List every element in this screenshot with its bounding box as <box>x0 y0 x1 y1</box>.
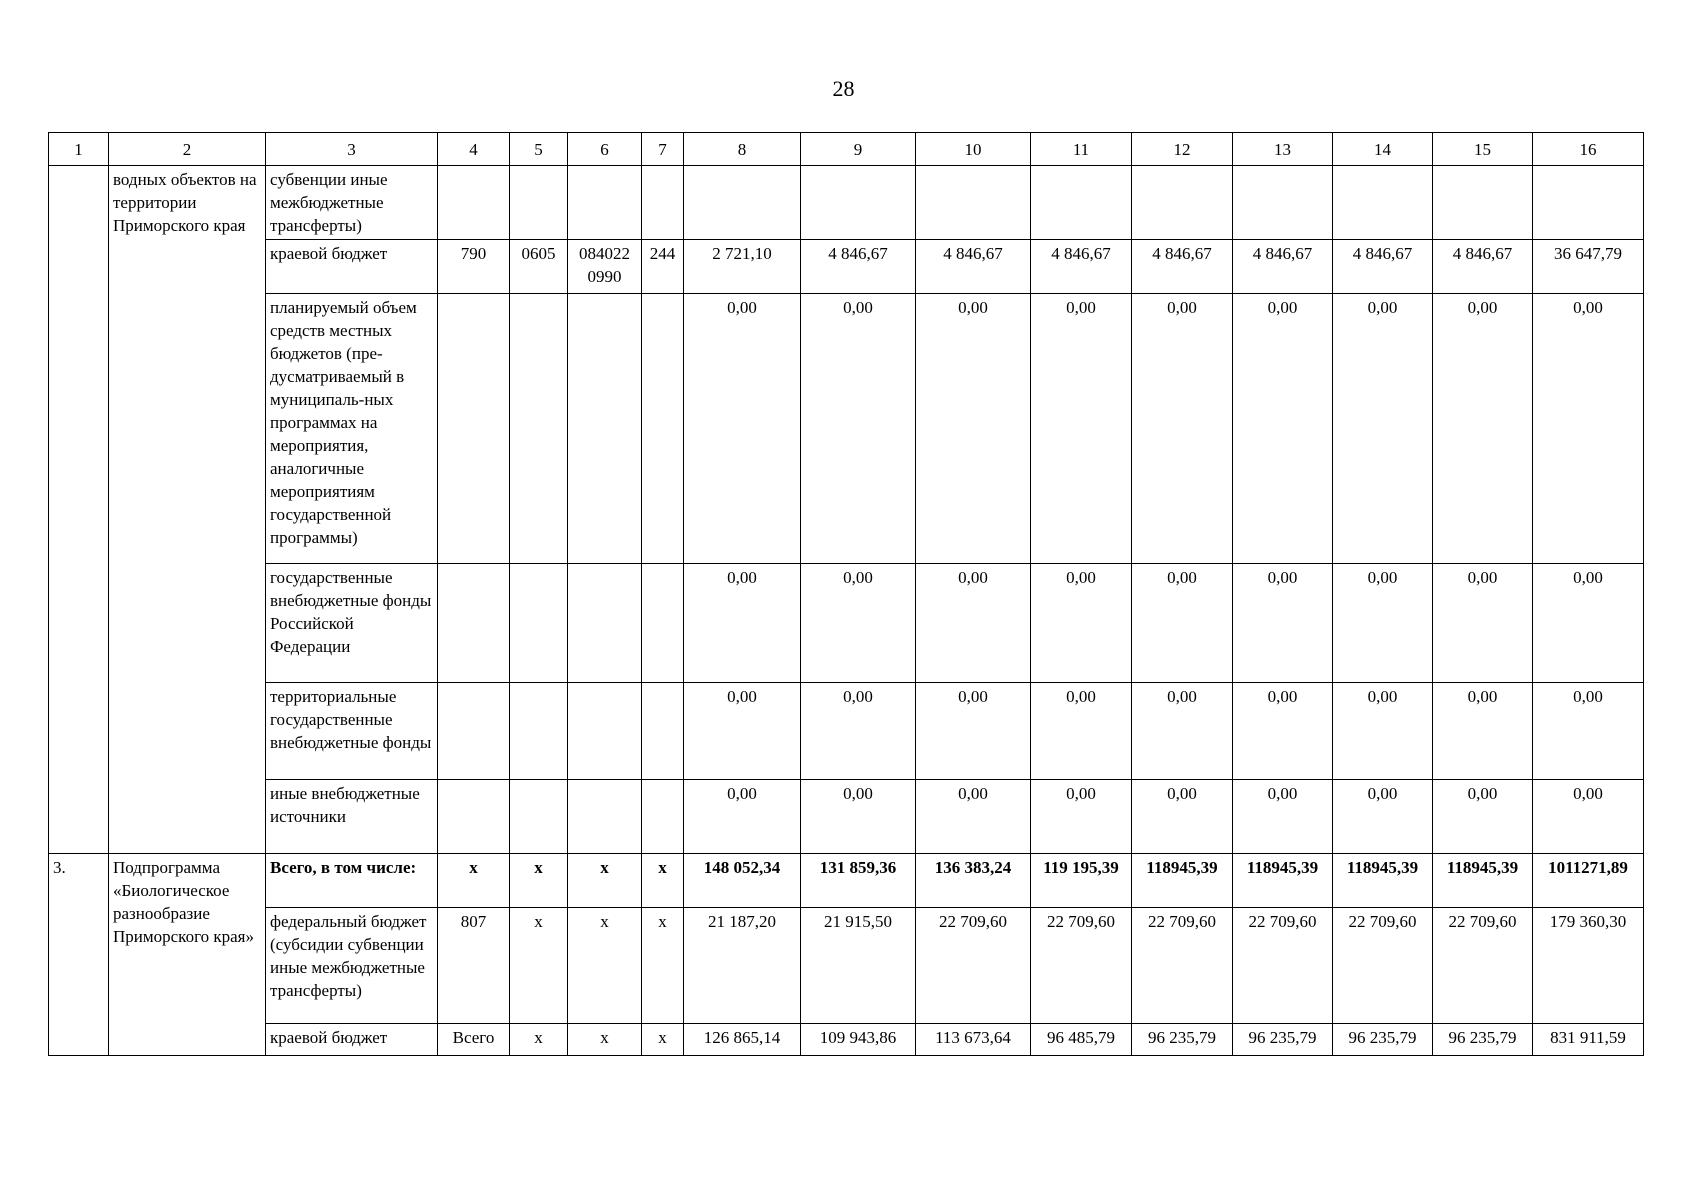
value-cell: 118945,39 <box>1132 854 1233 908</box>
code-cell <box>568 564 642 683</box>
value-cell: 0,00 <box>1031 294 1132 564</box>
value-cell: 0,00 <box>1233 780 1333 854</box>
value-cell: 96 235,79 <box>1233 1024 1333 1056</box>
code-cell: 807 <box>438 908 510 1024</box>
code-cell <box>438 294 510 564</box>
value-cell <box>1433 166 1533 240</box>
value-cell <box>801 166 916 240</box>
value-cell <box>916 166 1031 240</box>
value-cell: 0,00 <box>1132 564 1233 683</box>
code-cell <box>510 294 568 564</box>
code-cell <box>510 564 568 683</box>
value-cell: 2 721,10 <box>684 240 801 294</box>
code-cell: х <box>568 1024 642 1056</box>
header-cell: 5 <box>510 133 568 166</box>
code-cell: х <box>510 908 568 1024</box>
value-cell: 0,00 <box>1031 683 1132 780</box>
page-number: 28 <box>832 76 855 101</box>
value-cell: 0,00 <box>1533 564 1644 683</box>
value-cell: 0,00 <box>801 683 916 780</box>
funding-source-cell: иные внебюджетные источники <box>266 780 438 854</box>
value-cell <box>1333 166 1433 240</box>
header-cell: 11 <box>1031 133 1132 166</box>
value-cell: 96 485,79 <box>1031 1024 1132 1056</box>
row-number-cell <box>49 166 109 854</box>
table-row <box>49 854 1644 908</box>
value-cell: 22 709,60 <box>1333 908 1433 1024</box>
code-cell <box>510 683 568 780</box>
value-cell: 0,00 <box>916 564 1031 683</box>
value-cell: 4 846,67 <box>1433 240 1533 294</box>
value-cell: 22 709,60 <box>1031 908 1132 1024</box>
value-cell: 96 235,79 <box>1433 1024 1533 1056</box>
code-cell <box>642 166 684 240</box>
value-cell: 0,00 <box>1333 683 1433 780</box>
value-cell: 96 235,79 <box>1132 1024 1233 1056</box>
code-cell <box>642 564 684 683</box>
table-row <box>49 1024 1644 1056</box>
value-cell: 0,00 <box>1533 683 1644 780</box>
code-cell <box>568 780 642 854</box>
code-cell: х <box>438 854 510 908</box>
value-cell: 831 911,59 <box>1533 1024 1644 1056</box>
code-cell: х <box>510 854 568 908</box>
code-cell: 0605 <box>510 240 568 294</box>
value-cell: 136 383,24 <box>916 854 1031 908</box>
row-number-cell: 3. <box>49 854 109 1056</box>
value-cell <box>684 166 801 240</box>
value-cell: 0,00 <box>1031 564 1132 683</box>
funding-source-cell: территориальные государственные внебюджетные фонды <box>266 683 438 780</box>
value-cell: 4 846,67 <box>1233 240 1333 294</box>
code-cell <box>510 166 568 240</box>
code-cell: 790 <box>438 240 510 294</box>
value-cell <box>1233 166 1333 240</box>
header-cell: 13 <box>1233 133 1333 166</box>
value-cell: 148 052,34 <box>684 854 801 908</box>
header-cell: 14 <box>1333 133 1433 166</box>
header-cell: 4 <box>438 133 510 166</box>
code-cell <box>642 780 684 854</box>
header-row <box>49 133 1644 166</box>
value-cell: 179 360,30 <box>1533 908 1644 1024</box>
value-cell: 21 187,20 <box>684 908 801 1024</box>
value-cell: 0,00 <box>916 294 1031 564</box>
funding-source-cell: государственные внебюджетные фонды Российской Федерации <box>266 564 438 683</box>
table-row <box>49 240 1644 294</box>
value-cell: 0,00 <box>1333 564 1433 683</box>
value-cell: 4 846,67 <box>1132 240 1233 294</box>
value-cell: 0,00 <box>684 780 801 854</box>
code-cell <box>568 294 642 564</box>
value-cell: 0,00 <box>1433 683 1533 780</box>
code-cell <box>510 780 568 854</box>
value-cell: 96 235,79 <box>1333 1024 1433 1056</box>
table-row <box>49 683 1644 780</box>
funding-source-cell: федеральный бюджет (субсидии субвенции иные межбюджетные трансферты) <box>266 908 438 1024</box>
program-name-cell: водных объектов на территории Приморского края <box>109 166 266 854</box>
header-cell: 8 <box>684 133 801 166</box>
value-cell: 0,00 <box>801 294 916 564</box>
value-cell <box>1031 166 1132 240</box>
value-cell: 0,00 <box>1333 780 1433 854</box>
table-row <box>49 564 1644 683</box>
value-cell: 0,00 <box>1333 294 1433 564</box>
header-cell: 12 <box>1132 133 1233 166</box>
value-cell: 0,00 <box>1233 294 1333 564</box>
value-cell: 0,00 <box>1132 294 1233 564</box>
value-cell: 0,00 <box>1533 780 1644 854</box>
header-cell: 1 <box>49 133 109 166</box>
header-cell: 6 <box>568 133 642 166</box>
header-cell: 9 <box>801 133 916 166</box>
value-cell: 131 859,36 <box>801 854 916 908</box>
header-cell: 15 <box>1433 133 1533 166</box>
value-cell: 22 709,60 <box>1233 908 1333 1024</box>
value-cell: 113 673,64 <box>916 1024 1031 1056</box>
code-cell: х <box>568 908 642 1024</box>
code-cell <box>438 166 510 240</box>
value-cell: 126 865,14 <box>684 1024 801 1056</box>
value-cell: 4 846,67 <box>1031 240 1132 294</box>
code-cell <box>642 683 684 780</box>
value-cell: 0,00 <box>1533 294 1644 564</box>
value-cell: 1011271,89 <box>1533 854 1644 908</box>
value-cell <box>1533 166 1644 240</box>
funding-source-cell: планируемый объем средств местных бюджетов (пре-дусматриваемый в муниципаль-ных программах на мероприятия, аналогичные мероприятиям государственной программы) <box>266 294 438 564</box>
value-cell: 109 943,86 <box>801 1024 916 1056</box>
value-cell: 4 846,67 <box>801 240 916 294</box>
header-cell: 2 <box>109 133 266 166</box>
code-cell: х <box>642 908 684 1024</box>
value-cell <box>1132 166 1233 240</box>
value-cell: 0,00 <box>801 564 916 683</box>
table-row <box>49 908 1644 1024</box>
value-cell: 0,00 <box>916 780 1031 854</box>
value-cell: 0,00 <box>684 564 801 683</box>
value-cell: 0,00 <box>1233 683 1333 780</box>
value-cell: 0,00 <box>916 683 1031 780</box>
value-cell: 119 195,39 <box>1031 854 1132 908</box>
code-cell <box>568 683 642 780</box>
code-cell: х <box>510 1024 568 1056</box>
funding-source-cell: субвенции иные межбюджетные трансферты) <box>266 166 438 240</box>
value-cell: 0,00 <box>684 294 801 564</box>
value-cell: 0,00 <box>1433 294 1533 564</box>
value-cell: 0,00 <box>1233 564 1333 683</box>
table-row <box>49 294 1644 564</box>
value-cell: 0,00 <box>1031 780 1132 854</box>
value-cell: 4 846,67 <box>916 240 1031 294</box>
code-cell <box>568 166 642 240</box>
header-cell: 16 <box>1533 133 1644 166</box>
code-cell: 244 <box>642 240 684 294</box>
value-cell: 22 709,60 <box>1433 908 1533 1024</box>
header-cell: 3 <box>266 133 438 166</box>
value-cell: 0,00 <box>684 683 801 780</box>
value-cell: 118945,39 <box>1333 854 1433 908</box>
funding-source-cell: Всего, в том числе: <box>266 854 438 908</box>
value-cell: 0,00 <box>1132 683 1233 780</box>
funding-source-cell: краевой бюджет <box>266 240 438 294</box>
program-name-cell: Подпрограмма «Биологическое разнообразие Приморского края» <box>109 854 266 1056</box>
table-row <box>49 780 1644 854</box>
value-cell: 22 709,60 <box>1132 908 1233 1024</box>
value-cell: 36 647,79 <box>1533 240 1644 294</box>
code-cell <box>438 683 510 780</box>
value-cell: 22 709,60 <box>916 908 1031 1024</box>
code-cell <box>642 294 684 564</box>
table-row <box>49 166 1644 240</box>
header-cell: 10 <box>916 133 1031 166</box>
value-cell: 118945,39 <box>1233 854 1333 908</box>
value-cell: 118945,39 <box>1433 854 1533 908</box>
value-cell: 0,00 <box>1433 564 1533 683</box>
code-cell: х <box>642 854 684 908</box>
value-cell: 0,00 <box>801 780 916 854</box>
code-cell: Всего <box>438 1024 510 1056</box>
value-cell: 0,00 <box>1433 780 1533 854</box>
code-cell: 084022 0990 <box>568 240 642 294</box>
code-cell <box>438 780 510 854</box>
header-cell: 7 <box>642 133 684 166</box>
budget-table <box>48 132 1644 1056</box>
code-cell: х <box>642 1024 684 1056</box>
code-cell: х <box>568 854 642 908</box>
value-cell: 0,00 <box>1132 780 1233 854</box>
code-cell <box>438 564 510 683</box>
value-cell: 4 846,67 <box>1333 240 1433 294</box>
funding-source-cell: краевой бюджет <box>266 1024 438 1056</box>
value-cell: 21 915,50 <box>801 908 916 1024</box>
